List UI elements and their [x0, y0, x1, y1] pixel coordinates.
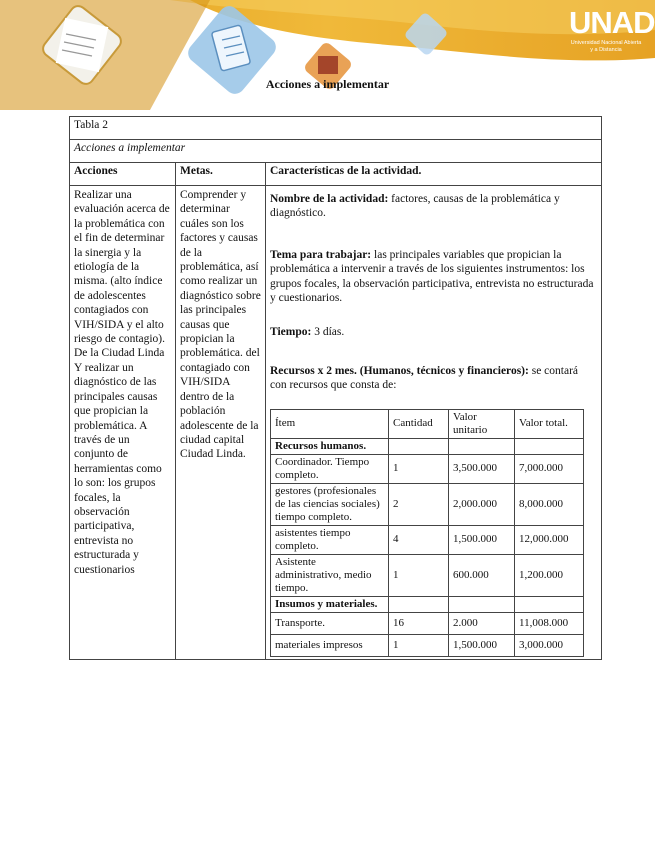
section-row-insumos	[271, 596, 584, 612]
activity-topic-label: Tema para trabajar:	[270, 248, 372, 261]
caption-title-row	[70, 140, 602, 163]
header-acciones: Acciones	[70, 163, 176, 186]
unitario-cell: 1,500.000	[449, 634, 515, 656]
cantidad-cell: 1	[389, 554, 449, 596]
resources-header-cantidad: Cantidad	[389, 409, 449, 438]
cantidad-cell: 1	[389, 454, 449, 483]
section-humanos: Recursos humanos.	[271, 438, 389, 454]
table-row	[271, 612, 584, 634]
resources-header-valor-total: Valor total.	[515, 409, 584, 438]
table-row	[271, 454, 584, 483]
table-row	[271, 634, 584, 656]
section-insumos: Insumos y materiales.	[271, 596, 389, 612]
total-cell: 12,000.000	[515, 525, 584, 554]
table-row	[271, 525, 584, 554]
header-caracteristicas: Características de la actividad.	[266, 163, 602, 186]
item-cell: materiales impresos	[271, 634, 389, 656]
resources-header-item: Ítem	[271, 409, 389, 438]
unitario-cell: 1,500.000	[449, 525, 515, 554]
activity-time-text: 3 días.	[311, 326, 345, 339]
activity-resources-label: Recursos x 2 mes. (Humanos, técnicos y financieros):	[270, 364, 529, 377]
unitario-cell: 600.000	[449, 554, 515, 596]
acciones-cell: Realizar una evaluación acerca de la problemática con el fin de determinar la sinergia y la etiología de la misma. (alto índice de adolescentes contagiados con VIH/SIDA y el alto riesgo de contagio). De la Ciudad Linda Y realizar un diagnóstico de las principales causas que propician la problemática. A través de un conjunto de herramientas como lo son: los grupos focales, la observación participativa, entrevista no estructurada y cuestionarios	[70, 186, 176, 660]
caption-row	[70, 117, 602, 140]
activity-name-label: Nombre de la actividad:	[270, 193, 389, 205]
resources-table	[270, 409, 584, 657]
content-row	[70, 186, 602, 660]
table-number: Tabla 2	[70, 117, 602, 140]
cantidad-cell: 1	[389, 634, 449, 656]
total-cell: 1,200.000	[515, 554, 584, 596]
item-cell: asistentes tiempo completo.	[271, 525, 389, 554]
total-cell: 11,008.000	[515, 612, 584, 634]
table-row	[271, 483, 584, 525]
table-caption: Acciones a implementar	[70, 140, 602, 163]
item-cell: Asistente administrativo, medio tiempo.	[271, 554, 389, 596]
activity-name	[270, 192, 597, 221]
activity-name-text: factores, causas de la problemática y diagnóstico.	[270, 193, 560, 220]
caracteristicas-cell	[266, 186, 602, 660]
resources-header-valor-unitario: Valor unitario	[449, 409, 515, 438]
total-cell: 3,000.000	[515, 634, 584, 656]
activity-resources	[270, 364, 597, 393]
table-row	[271, 554, 584, 596]
total-cell: 8,000.000	[515, 483, 584, 525]
metas-cell: Comprender y determinar cuáles son los factores y causas de la problemática, así como realizar un diagnóstico sobre las principales causas que propician la problemática. del contagiado con VIH/SIDA dentro de la población adolescente de la ciudad capital Ciudad Linda.	[176, 186, 266, 660]
item-cell: Coordinador. Tiempo completo.	[271, 454, 389, 483]
activity-topic-text: las principales variables que propician la problemática a intervenir a través de los siguientes instrumentos: los grupos focales, la observación participativa, entrevista no estructurada y cuestionarios.	[270, 248, 594, 305]
page-title: Acciones a implementar	[265, 77, 390, 91]
unitario-cell: 2,000.000	[449, 483, 515, 525]
activity-time	[270, 325, 597, 339]
activity-topic	[270, 248, 597, 306]
total-cell: 7,000.000	[515, 454, 584, 483]
activity-resources-text: se contará con recursos que consta de:	[270, 364, 579, 392]
item-cell: gestores (profesionales de las ciencias sociales) tiempo completo.	[271, 483, 389, 525]
activity-time-label: Tiempo:	[270, 326, 312, 339]
header-metas: Metas.	[176, 163, 266, 186]
resources-header-row	[271, 409, 584, 438]
logo-text: UNAD	[569, 5, 655, 40]
logo-subtitle: Universidad Nacional Abierta y a Distancia	[570, 40, 642, 53]
actions-table	[69, 116, 602, 660]
cantidad-cell: 4	[389, 525, 449, 554]
cantidad-cell: 2	[389, 483, 449, 525]
header-row	[70, 163, 602, 186]
unitario-cell: 2.000	[449, 612, 515, 634]
cantidad-cell: 16	[389, 612, 449, 634]
banner-graphic	[0, 0, 655, 110]
section-row-humanos	[271, 438, 584, 454]
unitario-cell: 3,500.000	[449, 454, 515, 483]
header-banner	[0, 0, 655, 110]
unad-logo	[569, 5, 655, 54]
item-cell: Transporte.	[271, 612, 389, 634]
